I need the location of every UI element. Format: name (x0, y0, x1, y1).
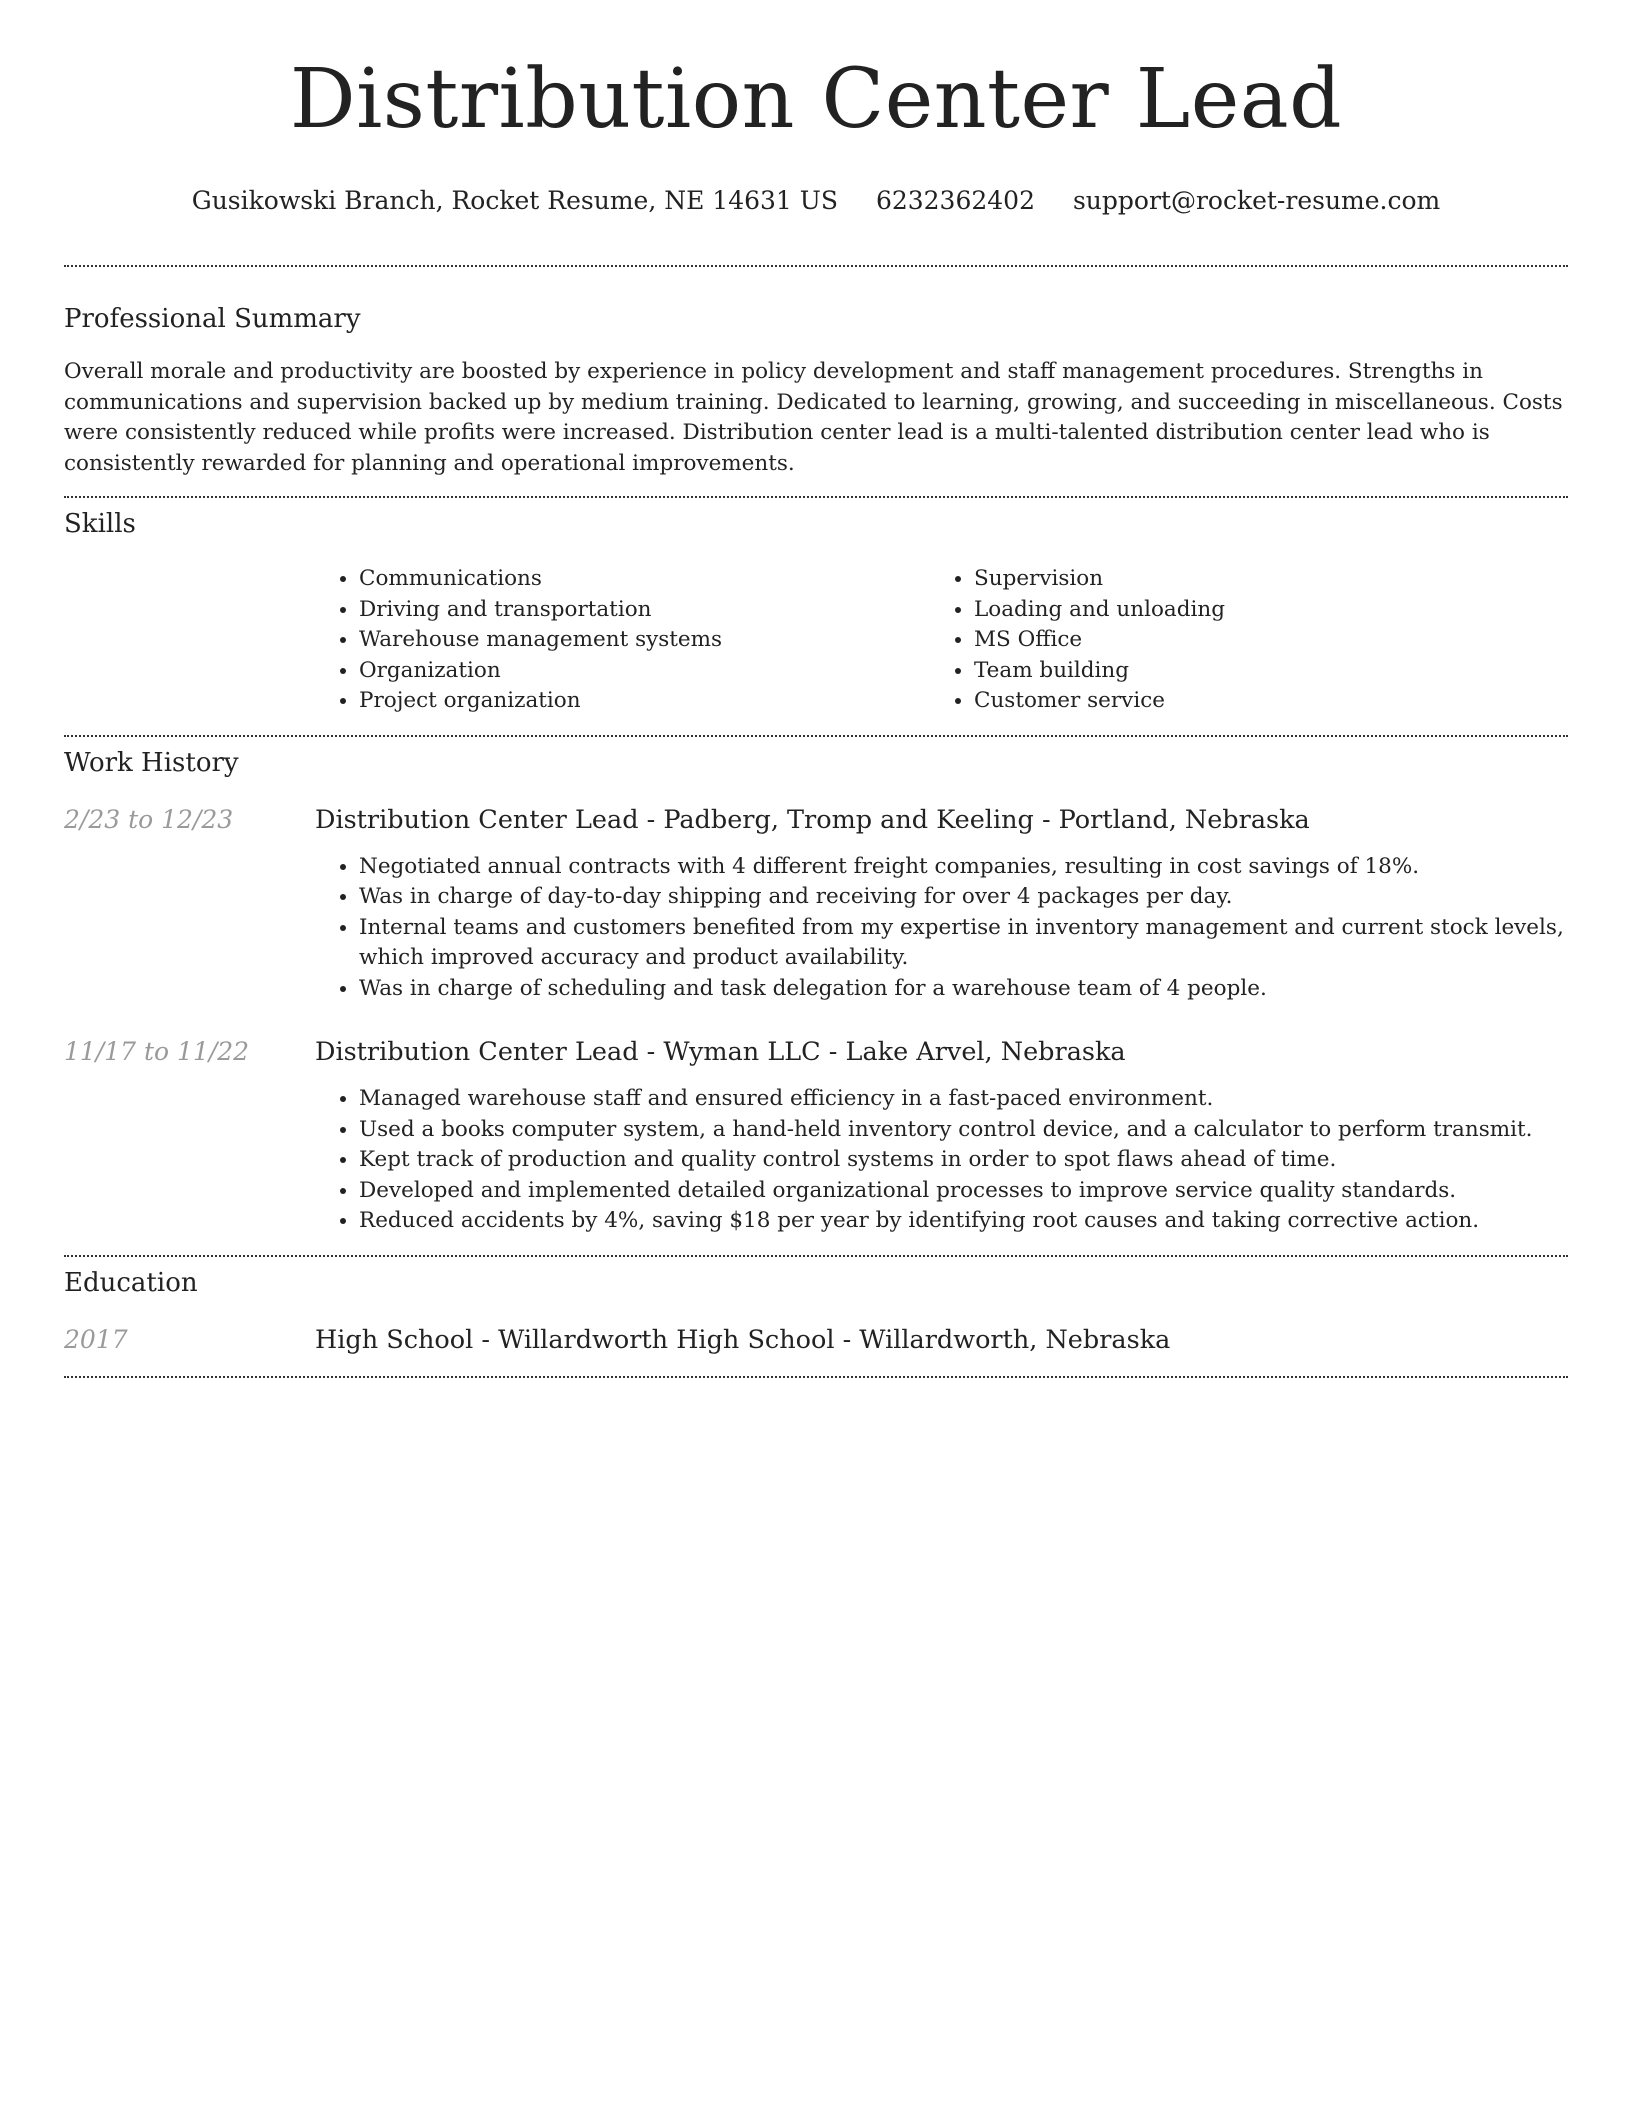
skill-item: • Project organization (359, 686, 930, 717)
skill-item: • Organization (359, 656, 930, 687)
job-bullet: • Reduced accidents by 4%, saving $18 per year by identifying root causes and taking corrective action. (359, 1206, 1568, 1237)
skill-item: • Customer service (974, 686, 1545, 717)
work-history-section (64, 737, 1568, 1237)
job-dates: 11/17 to 11/22 (64, 1037, 250, 1066)
contact-line (64, 186, 1568, 216)
job-entry (64, 804, 1568, 1005)
job-bullets (315, 1084, 1568, 1237)
job-bullet: • Developed and implemented detailed organizational processes to improve service quality standards. (359, 1176, 1568, 1207)
job-entry (64, 1036, 1568, 1237)
job-header (64, 804, 1568, 836)
skills-column-left (315, 564, 930, 717)
education-year: 2017 (64, 1324, 128, 1354)
job-dates: 2/23 to 12/23 (64, 804, 234, 834)
job-bullet: • Managed warehouse staff and ensured efficiency in a fast-paced environment. (359, 1084, 1568, 1115)
education-title: High School - Willardworth High School - Willardworth, Nebraska (315, 1324, 1171, 1355)
skill-item: • Supervision (974, 564, 1545, 595)
job-bullet: • Was in charge of scheduling and task delegation for a warehouse team of 4 people. (359, 974, 1568, 1005)
job-bullets (315, 852, 1568, 1005)
skill-item: • Driving and transportation (359, 595, 930, 626)
education-entry (64, 1324, 1568, 1356)
skill-item: • Team building (974, 656, 1545, 687)
contact-phone: 6232362402 (875, 186, 1035, 215)
skill-item: • MS Office (974, 625, 1545, 656)
skills-section (64, 498, 1568, 717)
job-header (64, 1036, 1568, 1068)
skills-grid (315, 564, 1568, 717)
education-heading: Education (64, 1267, 198, 1298)
skills-heading: Skills (64, 509, 136, 539)
summary-section (64, 267, 1568, 479)
job-bullet: • Was in charge of day-to-day shipping and receiving for over 4 packages per day. (359, 882, 1568, 913)
contact-address: Gusikowski Branch, Rocket Resume, NE 14631 US (191, 186, 838, 215)
education-section (64, 1257, 1568, 1356)
skills-column-right (930, 564, 1545, 717)
summary-text: Overall morale and productivity are boosted by experience in policy development and staff management procedures. Strengths in communications and supervision backed up by medium training. Dedicated to learning, growing, and succeeding in miscellaneous. Costs were consistently reduced while profits were increased. Distribution center lead is a multi-talented distribution center lead who is consistently rewarded for planning and operational improvements. (64, 359, 1563, 476)
skills-list-left (315, 564, 930, 717)
divider (64, 1376, 1568, 1378)
job-title: Distribution Center Lead - Wyman LLC - Lake Arvel, Nebraska (315, 1037, 1126, 1067)
skill-item: • Warehouse management systems (359, 625, 930, 656)
job-title: Distribution Center Lead - Padberg, Tromp and Keeling - Portland, Nebraska (315, 804, 1310, 835)
skills-list-right (930, 564, 1545, 717)
job-bullet: • Negotiated annual contracts with 4 different freight companies, resulting in cost savings of 18%. (359, 852, 1568, 883)
skill-item: • Loading and unloading (974, 595, 1545, 626)
job-bullet: • Internal teams and customers benefited from my expertise in inventory management and current stock levels, which improved accuracy and product availability. (359, 913, 1568, 974)
job-bullet: • Kept track of production and quality control systems in order to spot flaws ahead of time. (359, 1145, 1568, 1176)
candidate-name: Distribution Center Lead (289, 52, 1343, 147)
skill-item: • Communications (359, 564, 930, 595)
job-bullet: • Used a books computer system, a hand-held inventory control device, and a calculator to perform transmit. (359, 1115, 1568, 1146)
contact-email: support@rocket-resume.com (1072, 186, 1441, 215)
summary-heading: Professional Summary (64, 304, 361, 334)
work-history-heading: Work History (64, 747, 239, 778)
